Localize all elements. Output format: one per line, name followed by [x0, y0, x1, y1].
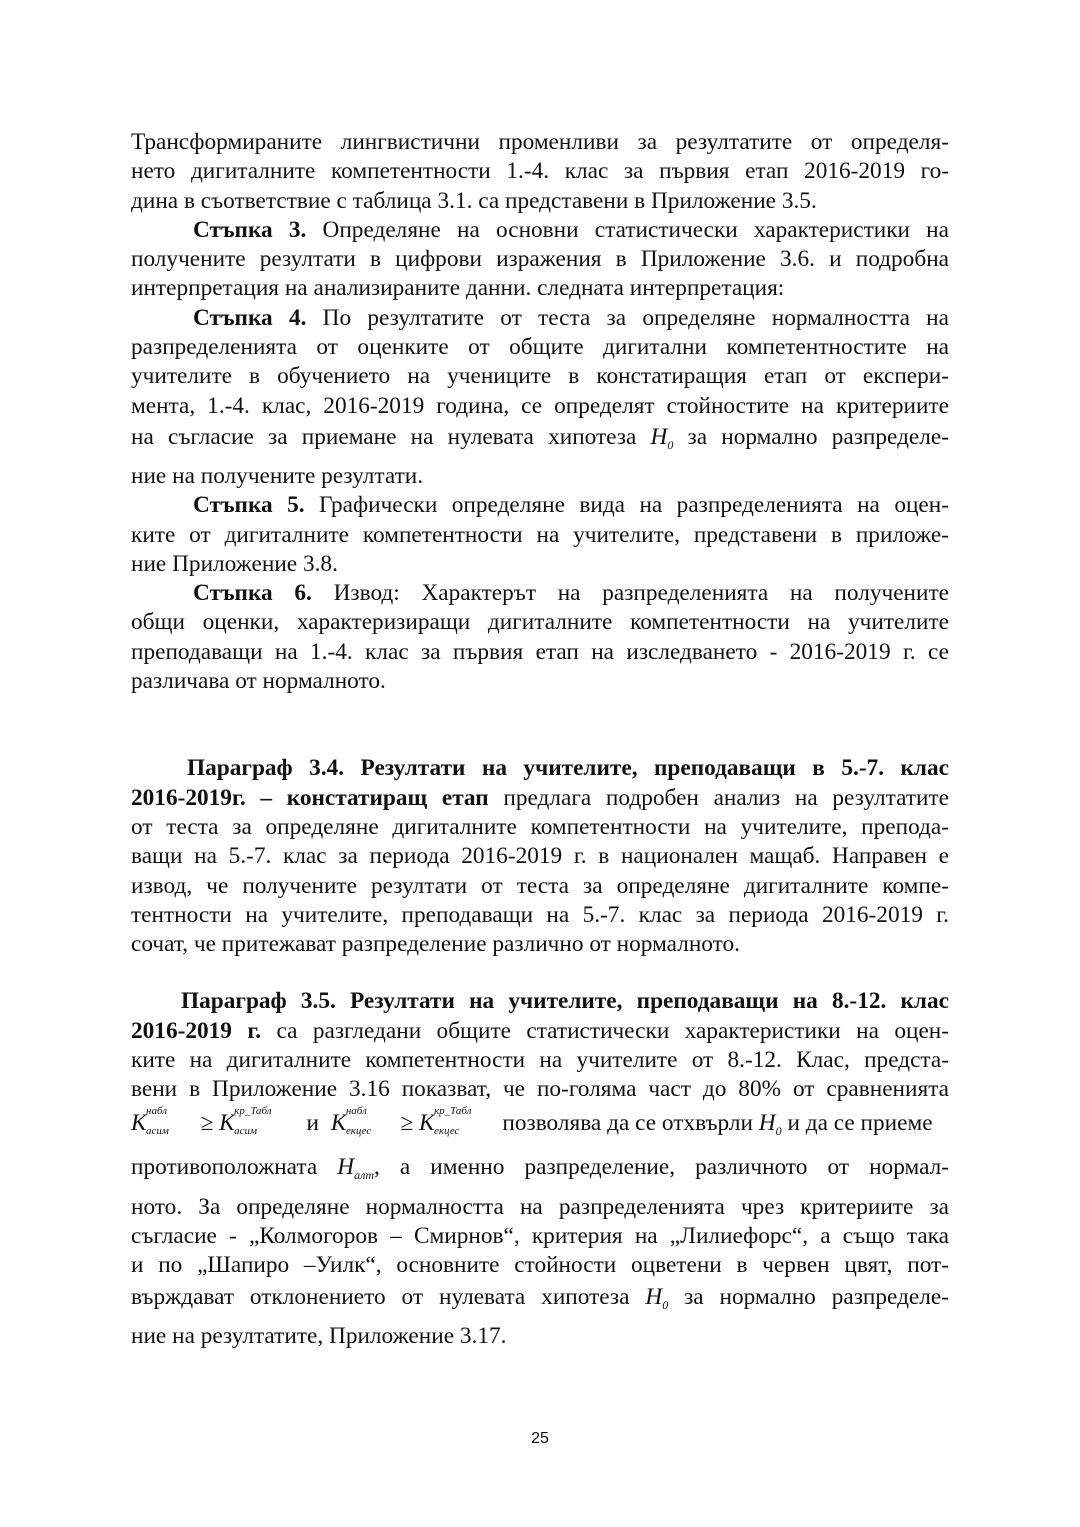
document-page — [131, 128, 949, 1351]
h-subscript: алт — [354, 1167, 374, 1182]
text-line-formula — [131, 1105, 949, 1149]
text-b: за нормално разпределе- — [668, 1283, 949, 1310]
k-subscript: екцес — [434, 1124, 460, 1137]
text-line — [131, 579, 949, 608]
text-line: ние Приложение 3.8. — [131, 550, 338, 577]
formula-line-text-b: и да се приеме — [781, 1109, 933, 1136]
text-a: противоположната — [131, 1153, 338, 1180]
text-line — [131, 1281, 949, 1322]
text-line: сочат, че притежават разпределение различно от нормалното. — [131, 931, 740, 958]
text-line: извод, че получените резултати от теста за определяне дигиталните компе- — [131, 872, 949, 899]
page-number: 25 — [531, 1430, 549, 1447]
k-letter: K — [419, 1109, 435, 1136]
text-a: върждават отклонението от нулевата хипотеза — [131, 1283, 646, 1310]
paragraph-3-4-text: предлага подробен анализ на резултатите — [488, 784, 949, 811]
geq-symbol: ≥ — [200, 1109, 214, 1136]
text-line: преподаващи на 1.-4. клас за първия етап на изследването - 2016-2019 г. се — [131, 638, 949, 665]
conjunction: и — [306, 1109, 320, 1136]
paragraph-3-5 — [131, 987, 949, 1350]
text-line: различава от нормалното. — [131, 668, 386, 695]
step-3-label: Стъпка 3. — [193, 216, 307, 243]
text-line: и по „Шапиро –Уилк“, основните стойности оцветени в червен цвят, пот- — [131, 1252, 949, 1279]
text-line: мента, 1.-4. клас, 2016-2019 година, се определят стойностите на критериите — [131, 392, 949, 419]
text-line: съгласие - „Колмогоров – Смирнов“, критерия на „Лилиефорс“, а също така — [131, 1222, 949, 1249]
text-line — [131, 754, 949, 783]
k-superscript: кр_Табл — [434, 1104, 472, 1117]
text-line: интерпретация на анализираните данни. следната интерпретация: — [131, 275, 785, 302]
paragraph-3-5-heading: Параграф 3.5. Резултати на учителите, преподаващи на 8.-12. клас — [181, 988, 949, 1015]
k-subscript: асим — [146, 1124, 169, 1137]
text-line — [131, 216, 949, 245]
step-3-text: Определяне на основни статистически характеристики на — [306, 216, 949, 243]
paragraph-3-4-heading: Параграф 3.4. Резултати на учителите, преподаващи в 5.-7. клас — [187, 755, 949, 782]
h-letter: H — [650, 423, 668, 450]
paragraph-3-4-heading-cont: 2016-2019г. – констатиращ етап — [131, 784, 489, 811]
text-line: ното. За определяне нормалността на разпределенията чрез критериите за — [131, 1193, 949, 1220]
text-line: общи оценки, характеризиращи дигиталните компетентности на учителите — [131, 609, 949, 636]
null-hypothesis-symbol — [759, 1110, 782, 1136]
formula-k-ekces — [330, 1104, 497, 1137]
step-4-text-a: на съгласие за приемане на нулевата хипотеза — [131, 423, 651, 450]
text-b: , а именно разпределение, различното от нормал- — [374, 1153, 950, 1180]
text-line: нето дигиталните компетентности 1.-4. клас за първия етап 2016-2019 го- — [131, 158, 949, 185]
k-subscript: асим — [234, 1124, 258, 1137]
h-letter: H — [645, 1283, 663, 1310]
null-hypothesis-symbol — [651, 424, 674, 450]
h-letter: H — [758, 1109, 776, 1136]
text-line: вени в Приложение 3.16 показват, че по-голяма част до 80% от сравненията — [131, 1076, 949, 1103]
formula-k-asim — [131, 1104, 295, 1137]
paragraph-3-5-text: са разгледани общите статистически характеристики на оцен- — [261, 1017, 950, 1044]
k-superscript: набл — [345, 1104, 367, 1117]
k-letter: K — [219, 1109, 235, 1136]
text-line — [131, 987, 949, 1016]
text-line: ките на дигиталните компетентности на учителите от 8.-12. Клас, предста- — [131, 1047, 949, 1074]
text-line — [131, 1017, 949, 1046]
h-subscript: 0 — [667, 437, 674, 452]
h-letter: H — [337, 1153, 355, 1180]
text-line: учителите в обучението на учениците в констатиращия етап от експери- — [131, 363, 949, 390]
geq-symbol: ≥ — [400, 1109, 414, 1136]
paragraph-step-4 — [131, 304, 949, 491]
text-line: ките от дигиталните компетентности на учителите, представени в приложе- — [131, 521, 949, 548]
text-line: от теста за определяне дигиталните компетентности на учителите, препода- — [131, 813, 949, 840]
spacer — [131, 959, 949, 987]
text-line — [131, 491, 949, 520]
alt-hypothesis-symbol — [337, 1154, 374, 1180]
text-line: дина в съответствие с таблица 3.1. са представени в Приложение 3.5. — [131, 187, 817, 214]
step-5-text: Графически определяне вида на разпределенията на оцен- — [304, 492, 949, 519]
step-4-label: Стъпка 4. — [193, 304, 307, 331]
step-6-label: Стъпка 6. — [193, 580, 312, 607]
paragraph-transformed — [131, 128, 949, 216]
paragraph-step-3 — [131, 216, 949, 304]
text-line — [131, 421, 949, 462]
text-line — [131, 1149, 949, 1193]
null-hypothesis-symbol — [645, 1284, 668, 1310]
k-subscript: екцес — [345, 1124, 372, 1137]
step-4-text-b: за нормално разпределе- — [673, 423, 949, 450]
step-6-text: Извод: Характерът на разпределенията на получените — [311, 580, 949, 607]
paragraph-3-5-heading-cont: 2016-2019 г. — [131, 1017, 262, 1044]
text-line — [131, 304, 949, 333]
paragraph-step-5 — [131, 491, 949, 579]
text-line: ние на резултатите, Приложение 3.17. — [131, 1322, 507, 1349]
text-line: ние на получените резултати. — [131, 462, 424, 489]
spacer — [131, 696, 949, 754]
text-line: получените резултати в цифрови изражения в Приложение 3.6. и подробна — [131, 246, 949, 273]
paragraph-step-6 — [131, 579, 949, 696]
k-superscript: кр_Табл — [234, 1104, 272, 1117]
formula-line-text-a: позволява да се отхвърли — [502, 1109, 759, 1136]
text-line: разпределенията от оценките от общите дигитални компетентностите на — [131, 334, 949, 361]
k-letter: K — [131, 1109, 147, 1136]
text-line: Трансформираните лингвистични променливи за резултатите от определя- — [131, 129, 949, 155]
step-5-label: Стъпка 5. — [193, 492, 305, 519]
h-subscript: 0 — [662, 1297, 669, 1312]
paragraph-3-4 — [131, 754, 949, 959]
text-line — [131, 784, 949, 813]
k-letter: K — [330, 1109, 347, 1136]
k-superscript: набл — [146, 1104, 168, 1117]
text-line: тентности на учителите, преподаващи на 5.-7. клас за периода 2016-2019 г. — [131, 901, 949, 928]
step-4-text: По резултатите от теста за определяне нормалността на — [306, 304, 949, 331]
h-subscript: 0 — [775, 1123, 782, 1138]
text-line: ващи на 5.-7. клас за периода 2016-2019 г. в национален мащаб. Направен е — [131, 843, 949, 870]
